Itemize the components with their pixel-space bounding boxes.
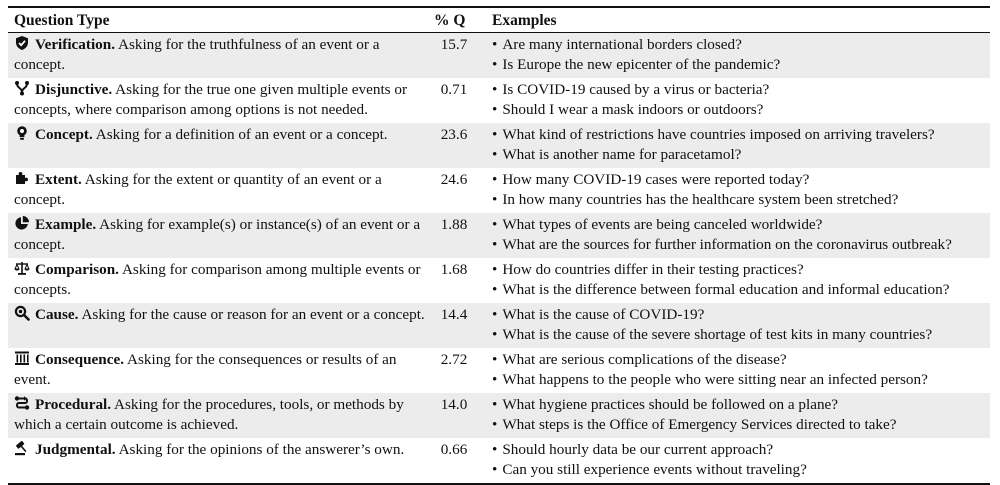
- question-type-cell: [8, 438, 428, 483]
- example-item: • What are the sources for further information on the coronavirus outbreak?: [492, 235, 990, 255]
- example-item: • What is the cause of COVID-19?: [492, 305, 990, 325]
- example-item: • Can you still experience events without traveling?: [492, 460, 990, 480]
- question-type-cell: [8, 33, 428, 78]
- header-examples: Examples: [492, 12, 557, 29]
- example-item: • What hygiene practices should be followed on a plane?: [492, 395, 990, 415]
- table-row: [8, 33, 990, 78]
- percent-cell: 15.7: [440, 36, 468, 53]
- percent-cell: 14.0: [440, 396, 468, 413]
- examples-cell: [480, 438, 990, 483]
- example-item: • Should hourly data be our current approach?: [492, 440, 990, 460]
- examples-cell: [480, 393, 990, 438]
- table-body: [8, 33, 990, 483]
- branch-icon: [14, 80, 30, 96]
- percent-cell: 0.71: [440, 81, 468, 98]
- table-row: [8, 303, 990, 348]
- example-item: • Are many international borders closed?: [492, 35, 990, 55]
- table-header: [8, 8, 990, 32]
- example-item: • What is the difference between formal education and informal education?: [492, 280, 990, 300]
- table-row: [8, 258, 990, 303]
- example-item: • How many COVID-19 cases were reported today?: [492, 170, 990, 190]
- columns-icon: [14, 350, 30, 366]
- question-type-cell: [8, 393, 428, 438]
- percent-cell: 0.66: [440, 441, 468, 458]
- question-type-description: Asking for a definition of an event or a concept.: [95, 126, 388, 143]
- question-type-description: Asking for the procedures, tools, or methods by which a certain outcome is achieved.: [14, 396, 404, 433]
- question-type-label: Concept.: [35, 126, 93, 143]
- header-percent: % Q: [434, 12, 466, 29]
- examples-cell: [480, 258, 990, 303]
- question-type-cell: [8, 213, 428, 258]
- table-row: [8, 393, 990, 438]
- question-type-table: [8, 6, 990, 485]
- examples-cell: [480, 303, 990, 348]
- percent-cell: 23.6: [440, 126, 468, 143]
- example-item: • What types of events are being canceled worldwide?: [492, 215, 990, 235]
- table-row: [8, 348, 990, 393]
- percent-cell: 24.6: [440, 171, 468, 188]
- examples-cell: [480, 348, 990, 393]
- examples-cell: [480, 123, 990, 168]
- question-type-cell: [8, 168, 428, 213]
- question-type-cell: [8, 123, 428, 168]
- table-row: [8, 213, 990, 258]
- example-item: • In how many countries has the healthcare system been stretched?: [492, 190, 990, 210]
- question-type-cell: [8, 258, 428, 303]
- header-question-type: Question Type: [14, 12, 110, 29]
- example-item: • What kind of restrictions have countries imposed on arriving travelers?: [492, 125, 990, 145]
- question-type-description: Asking for the opinions of the answerer’s own.: [118, 441, 405, 458]
- example-item: • Should I wear a mask indoors or outdoors?: [492, 100, 990, 120]
- examples-cell: [480, 168, 990, 213]
- table-row: [8, 438, 990, 483]
- pie-chart-icon: [14, 215, 30, 231]
- example-item: • What happens to the people who were sitting near an infected person?: [492, 370, 990, 390]
- magnifier-icon: [14, 305, 30, 321]
- examples-cell: [480, 78, 990, 123]
- examples-cell: [480, 33, 990, 78]
- question-type-label: Disjunctive.: [35, 81, 113, 98]
- percent-cell: 1.88: [440, 216, 468, 233]
- question-type-cell: [8, 303, 428, 348]
- example-item: • Is COVID-19 caused by a virus or bacteria?: [492, 80, 990, 100]
- example-item: • What are serious complications of the disease?: [492, 350, 990, 370]
- lightbulb-icon: [14, 125, 30, 141]
- question-type-description: Asking for comparison among multiple events or concepts.: [14, 261, 421, 298]
- shield-check-icon: [14, 35, 30, 51]
- question-type-label: Judgmental.: [35, 441, 116, 458]
- gavel-icon: [14, 440, 30, 456]
- route-icon: [14, 395, 30, 411]
- question-type-label: Verification.: [35, 36, 116, 53]
- question-type-label: Procedural.: [35, 396, 112, 413]
- question-type-description: Asking for example(s) or instance(s) of an event or a concept.: [14, 216, 421, 253]
- question-type-description: Asking for the cause or reason for an event or a concept.: [81, 306, 425, 323]
- example-item: • Is Europe the new epicenter of the pandemic?: [492, 55, 990, 75]
- question-type-label: Example.: [35, 216, 97, 233]
- percent-cell: 1.68: [440, 261, 468, 278]
- example-item: • How do countries differ in their testing practices?: [492, 260, 990, 280]
- table-row: [8, 78, 990, 123]
- example-item: • What is another name for paracetamol?: [492, 145, 990, 165]
- balance-scale-icon: [14, 260, 30, 276]
- question-type-label: Cause.: [35, 306, 79, 323]
- example-item: • What is the cause of the severe shortage of test kits in many countries?: [492, 325, 990, 345]
- example-item: • What steps is the Office of Emergency Services directed to take?: [492, 415, 990, 435]
- examples-cell: [480, 213, 990, 258]
- question-type-description: Asking for the consequences or results of an event.: [14, 351, 397, 388]
- table-row: [8, 123, 990, 168]
- puzzle-icon: [14, 170, 30, 186]
- table-row: [8, 168, 990, 213]
- question-type-label: Consequence.: [35, 351, 125, 368]
- question-type-label: Comparison.: [35, 261, 119, 278]
- question-type-label: Extent.: [35, 171, 82, 188]
- question-type-cell: [8, 78, 428, 123]
- question-type-description: Asking for the extent or quantity of an event or a concept.: [14, 171, 382, 208]
- question-type-description: Asking for the true one given multiple events or concepts, where comparison among options is not needed.: [14, 81, 408, 118]
- question-type-description: Asking for the truthfulness of an event or a concept.: [14, 36, 380, 73]
- question-type-cell: [8, 348, 428, 393]
- percent-cell: 2.72: [440, 351, 468, 368]
- percent-cell: 14.4: [440, 306, 468, 323]
